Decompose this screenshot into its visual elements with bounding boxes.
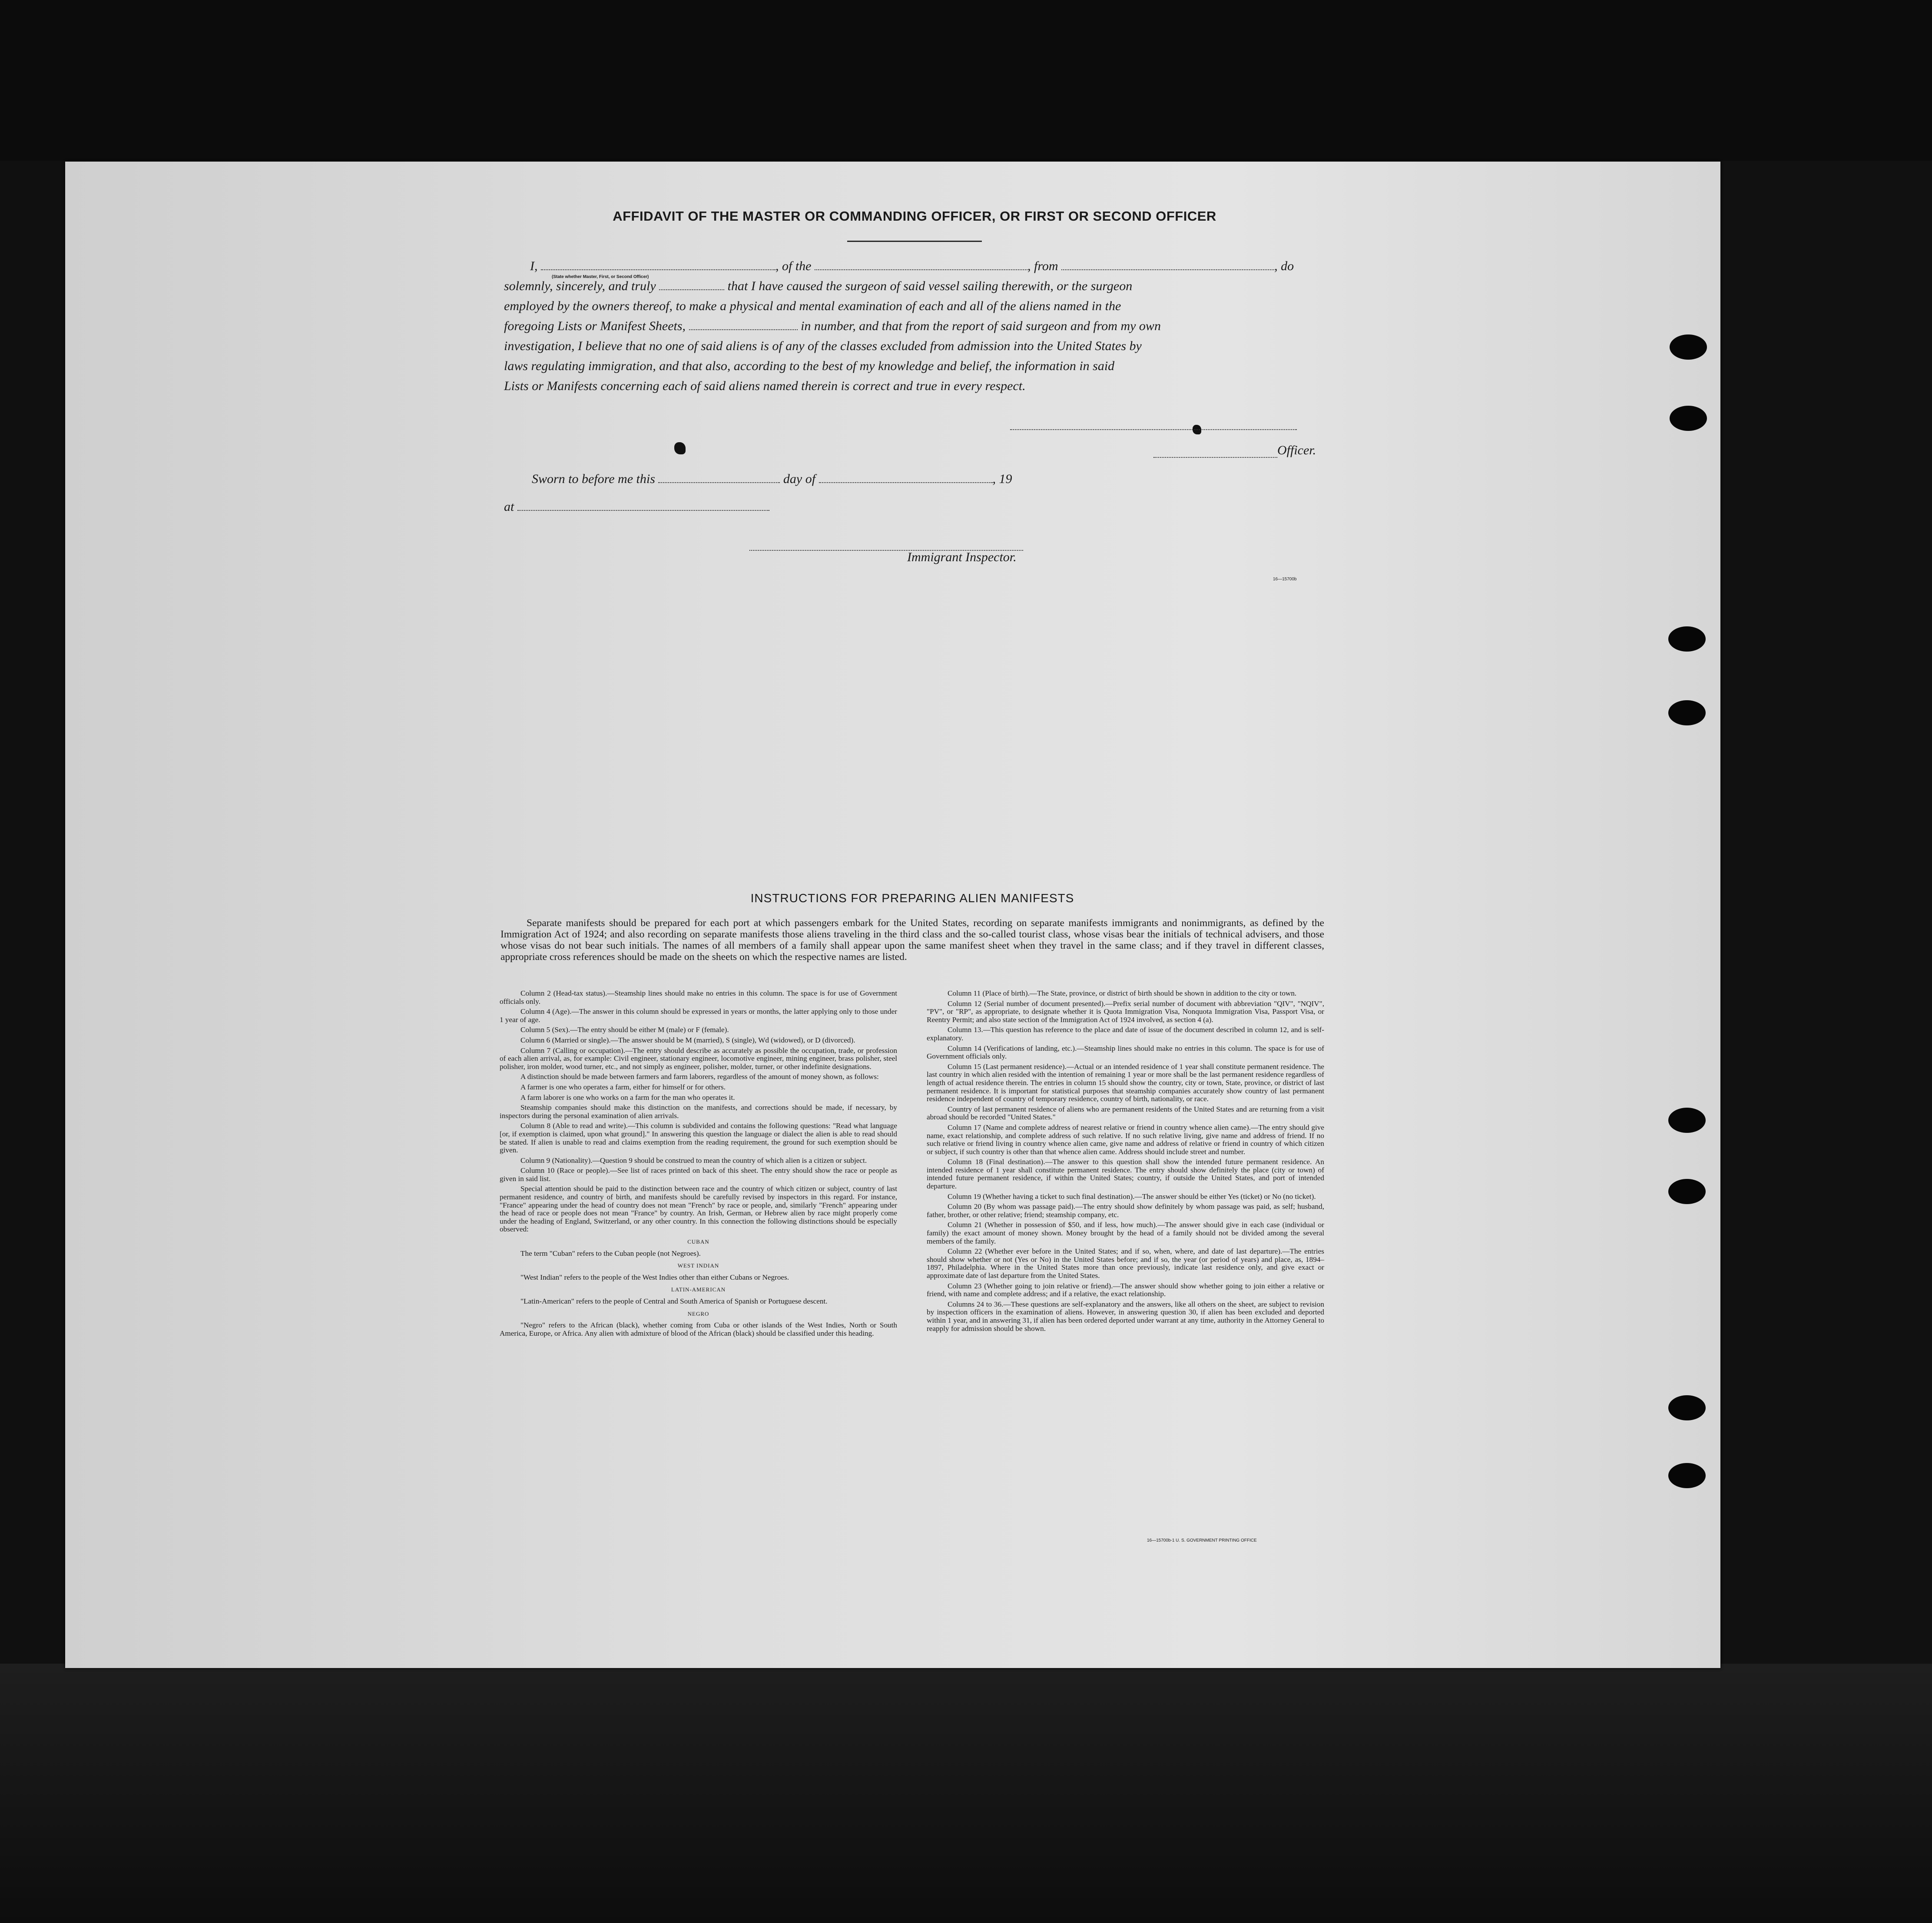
inspector-label: Immigrant Inspector. — [907, 550, 1017, 564]
punch-hole — [1670, 334, 1707, 360]
column-5-instruction: Column 5 (Sex).—The entry should be either M (male) or F (female). — [520, 1026, 729, 1034]
column-10-instruction: Column 10 (Race or people).—See list of races printed on back of this sheet. The entry should show the race or people as given in said list. — [500, 1166, 897, 1183]
sworn-day-field[interactable] — [658, 473, 780, 483]
instructions-form-number: 16—15700b-1 U. S. GOVERNMENT PRINTING OFFICE — [1147, 1538, 1257, 1543]
punch-hole — [1668, 626, 1706, 652]
column-2-instruction: Column 2 (Head-tax status).—Steamship lines should make no entries in this column. The space is for use of Government officials only. — [500, 989, 897, 1006]
affidavit-line-2: solemnly, sincerely, and truly that I have caused the surgeon of said vessel sailing therewith, or the surgeon — [504, 279, 1133, 293]
negro-heading: NEGRO — [687, 1310, 709, 1317]
officer-rank-field[interactable] — [541, 260, 775, 270]
special-attention-note: Special attention should be paid to the distinction between race and the country of which citizen or subject, country of last permanent residence, and country of birth, and manifests should be carefully revised by inspectors in this regard. For instance, "France" appearing under the head of country does not mean "French" by race or people, and, similarly "French" appearing under the head of race or people does not mean "France" by country. An Irish, German, or Hebrew alien by race might properly come under the heading of England, Switzerland, or any other country. In this connection the following distinctions should be especially observed: — [500, 1185, 897, 1234]
punch-hole — [1668, 1179, 1706, 1204]
instructions-left-column — [500, 990, 897, 1340]
farm-laborer-definition: A farm laborer is one who works on a farm for the man who operates it. — [520, 1093, 735, 1102]
affidavit-form-number: 16—15700b — [1273, 577, 1297, 582]
punch-hole — [1670, 406, 1707, 431]
column-14-instruction: Column 14 (Verifications of landing, etc.).—Steamship lines should make no entries in this column. The space is for use of Government officials only. — [927, 1044, 1324, 1061]
surgeon-field[interactable] — [659, 280, 724, 290]
latin-american-definition: "Latin-American" refers to the people of Central and South America of Spanish or Portuguese descent. — [520, 1297, 828, 1305]
column-11-instruction: Column 11 (Place of birth).—The State, province, or district of birth should be shown in addition to the city or town. — [948, 989, 1297, 997]
column-21-instruction: Column 21 (Whether in possession of $50, and if less, how much).—The answer should give in each case (individual or family) the exact amount of money shown. Money brought by the head of a family should not be divided among the several members of the family. — [927, 1221, 1324, 1245]
affidavit-line-6: laws regulating immigration, and that also, according to the best of my knowledge and belief, the information in said — [504, 359, 1115, 373]
affidavit-line-5: investigation, I believe that no one of said aliens is of any of the classes excluded from admission into the United States by — [504, 339, 1142, 353]
west-indian-heading: WEST INDIAN — [677, 1262, 719, 1269]
sworn-line: Sworn to before me this day of , 19 — [532, 472, 1012, 486]
farmer-definition: A farmer is one who operates a farm, either for himself or for others. — [520, 1082, 726, 1091]
column-4-instruction: Column 4 (Age).—The answer in this column should be expressed in years or months, the latter applying only to those under 1 year of age. — [500, 1007, 897, 1024]
film-border-right — [1720, 161, 1932, 1672]
farmer-distinction: A distinction should be made between farmers and farm laborers, regardless of the amount of money shown, as follows: — [520, 1072, 879, 1081]
officer-signature-line[interactable] — [1010, 429, 1297, 430]
affidavit-line-3: employed by the owners thereof, to make a physical and mental examination of each and all of the aliens named in the — [504, 299, 1121, 313]
punch-hole — [1668, 700, 1706, 725]
column-7-instruction: Column 7 (Calling or occupation).—The entry should describe as accurately as possible the occupation, trade, or profession of each alien arrival, as, for example: Civil engineer, stationary engineer, locomotive engineer, mining engineer, brass polisher, steel polisher, iron molder, wood turner, etc., and not simply as engineer, polisher, molder, turner, or other indefinite designations. — [500, 1046, 897, 1071]
column-18-instruction: Column 18 (Final destination).—The answer to this question shall show the intended future permanent residence. An intended residence of 1 year shall constitute permanent residence. The entry should show definitely the place (city or town) of intended future permanent residence, if within the United States; country, if outside the United States, and port of intended departure. — [927, 1158, 1324, 1191]
column-12-instruction: Column 12 (Serial number of document presented).—Prefix serial number of document with abbreviation "QIV", "NQIV", "PV", or "RP", as appropriate, to designate whether it is Quota Immigration Visa, Nonquota Immigration Visa, Passport Visa, or Reentry Permit; and also state section of the Immigration Act of 1924 involved, as section 4 (a). — [927, 999, 1324, 1024]
column-8-instruction: Column 8 (Able to read and write).—This column is subdivided and contains the following questions: "Read what language [or, if exemption is claimed, upon what ground]." In answering this question the language or dialect the alien is able to read should be stated. If alien is unable to read and claims exemption from the reading requirement, the ground for such exemption should be given. — [500, 1122, 897, 1155]
film-border-bottom — [0, 1664, 1932, 1923]
departure-port-field[interactable] — [1061, 260, 1274, 270]
column-23-instruction: Column 23 (Whether going to join relative or friend).—The answer should show whether going to join either a relative or friend, with name and complete address; and if a relative, the exact relationship. — [927, 1281, 1324, 1298]
columns-24-36-instruction: Columns 24 to 36.—These questions are self-explanatory and the answers, like all others on the sheet, are subject to revision by inspection officers in the examination of aliens. However, in answering question 30, if alien has been excluded and deported within 1 year, and in answering 31, if alien has been ordered deported under warrant at any time, authority in the Attorney General to reapply for admission should be shown. — [927, 1300, 1324, 1333]
steamship-note: Steamship companies should make this distinction on the manifests, and corrections should be made, if necessary, by inspectors during the personal examination of alien arrivals. — [500, 1103, 897, 1120]
negro-definition: "Negro" refers to the African (black), whether coming from Cuba or other islands of the West Indies, North or South America, Europe, or Africa. Any alien with admixture of blood of the African (black) should be classified under this heading. — [500, 1321, 897, 1337]
vessel-name-field[interactable] — [815, 260, 1027, 270]
column-20-instruction: Column 20 (By whom was passage paid).—The entry should show definitely by whom passage was paid, as self; husband, father, brother, or other relative; friend; steamship company, etc. — [927, 1202, 1324, 1219]
at-line: at — [504, 500, 769, 514]
affidavit-line-7: Lists or Manifests concerning each of said aliens named therein is correct and true in every respect. — [504, 379, 1026, 393]
sworn-place-field[interactable] — [517, 500, 769, 511]
affidavit-title: AFFIDAVIT OF THE MASTER OR COMMANDING OFFICER, OR FIRST OR SECOND OFFICER — [613, 209, 1216, 224]
officer-label: Officer. — [1277, 443, 1316, 457]
officer-title-line[interactable] — [1153, 457, 1277, 458]
punch-hole — [1668, 1395, 1706, 1420]
column-17-instruction: Column 17 (Name and complete address of nearest relative or friend in country whence alien came).—The entry should give name, exact relationship, and complete address of such relative. If no such relative living, give name and address of friend. If no such relative or friend living in country whence alien came, give name and address of relative or friend in country of which citizen or subject, if such country is other than that whence alien came. Address should include street and number. — [927, 1123, 1324, 1156]
film-border-left — [0, 161, 65, 1672]
cuban-heading: CUBAN — [687, 1238, 709, 1245]
rank-note: (State whether Master, First, or Second Officer) — [552, 275, 649, 279]
instructions-right-column — [927, 990, 1324, 1335]
returning-residents-note: Country of last permanent residence of aliens who are permanent residents of the United States and are returning from a visit abroad should be recorded "United States." — [927, 1105, 1324, 1122]
instructions-intro: Separate manifests should be prepared for each port at which passengers embark for the United States, recording on separate manifests immigrants and nonimmigrants, as defined by the Immigration Act of 1924; and also recording on separate manifests those aliens traveling in the third class and the so-called tourist class, whose visas bear the initials of technical advisers, and those whose visas do not bear such initials. The names of all members of a family shall appear upon the same manifest sheet when they travel in the same class; and if they travel in different classes, appropriate cross references should be made on the sheets on which the respective names are listed. — [500, 917, 1324, 963]
cuban-definition: The term "Cuban" refers to the Cuban people (not Negroes). — [520, 1249, 701, 1258]
column-15-instruction: Column 15 (Last permanent residence).—Actual or an intended residence of 1 year shall constitute permanent residence. The last country in which alien resided with the intention of remaining 1 year or more shall be the last permanent residence regardless of length of actual residence therein. The entries in column 15 should show the country, city or town, State, province, or district of last permanent residence. It is important for statistical purposes that steamship companies accurately show country of last permanent residence independent of country of temporary residence, country of birth, nationality, or race. — [927, 1062, 1324, 1103]
column-13-instruction: Column 13.—This question has reference to the place and date of issue of the document described in column 12, and is self-explanatory. — [927, 1026, 1324, 1042]
affidavit-line-1: I, , of the , from , do — [530, 259, 1294, 273]
punch-hole — [1668, 1463, 1706, 1488]
ink-mark — [674, 442, 686, 454]
column-9-instruction: Column 9 (Nationality).—Question 9 should be construed to mean the country of which alien is a citizen or subject. — [520, 1156, 867, 1165]
column-19-instruction: Column 19 (Whether having a ticket to such final destination).—The answer should be either Yes (ticket) or No (no ticket). — [948, 1192, 1316, 1201]
latin-american-heading: LATIN-AMERICAN — [671, 1286, 726, 1293]
film-border-top — [0, 0, 1932, 161]
instructions-title: INSTRUCTIONS FOR PREPARING ALIEN MANIFESTS — [750, 891, 1074, 905]
title-divider — [847, 241, 982, 242]
sheet-count-field[interactable] — [689, 320, 798, 330]
column-6-instruction: Column 6 (Married or single).—The answer should be M (married), S (single), Wd (widowed), or D (divorced). — [520, 1036, 855, 1044]
affidavit-line-4: foregoing Lists or Manifest Sheets, in number, and that from the report of said surgeon and from my own — [504, 319, 1161, 333]
west-indian-definition: "West Indian" refers to the people of the West Indies other than either Cubans or Negroes. — [520, 1273, 789, 1281]
sworn-month-field[interactable] — [819, 473, 993, 483]
column-22-instruction: Column 22 (Whether ever before in the United States; and if so, when, where, and date of last departure).—The entries should show whether or not (Yes or No) in the United States before; and if so, the year (or period of years) and place, as, 1894–1897, Philadelphia. Where in the United States more than once previously, indicate last residence only, and give exact or approximate date of last departure from the United States. — [927, 1247, 1324, 1280]
punch-hole — [1668, 1108, 1706, 1133]
